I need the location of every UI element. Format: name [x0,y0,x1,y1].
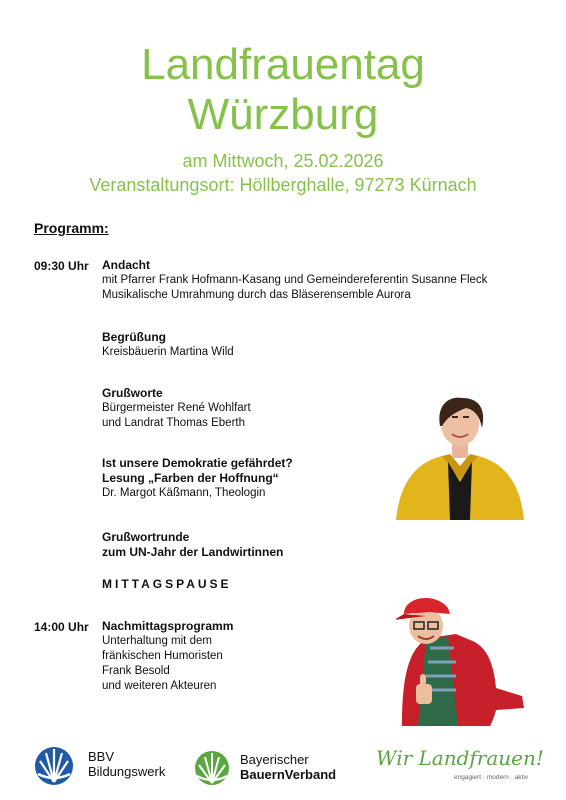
time-afternoon: 14:00 Uhr [34,620,89,634]
nachmittag-line-1: Unterhaltung mit dem [102,635,212,647]
begruessung-line-1: Kreisbäuerin Martina Wild [102,346,234,358]
begruessung-title: Begrüßung [102,330,166,344]
wir-landfrauen-logo [376,744,546,790]
program-item-grusswortrunde [102,530,542,560]
vortrag-line-1: Dr. Margot Käßmann, Theologin [102,487,266,499]
bbv-bildungswerk-logo [34,744,184,788]
bbv-line-1: BBV [88,749,115,764]
vortrag-title-2: Lesung „Farben der Hoffnung“ [102,471,279,485]
lunch-break: MITTAGSPAUSE [102,577,232,591]
grusswortrunde-title-2: zum UN-Jahr der Landwirtinnen [102,545,284,559]
bbv-line-2: Bildungswerk [88,764,166,779]
event-date: am Mittwoch, 25.02.2026 [182,151,384,171]
andacht-title: Andacht [102,258,150,272]
bauernverband-logo [194,748,364,792]
wir-landfrauen-tagline: engagiert · modern · aktiv [454,774,529,781]
bbv-emblem-icon [34,744,74,786]
nachmittag-line-3: Frank Besold [102,665,170,677]
program-item-begruessung [102,330,542,360]
event-venue: Veranstaltungsort: Höllberghalle, 97273 Kürnach [89,175,477,195]
program-item-andacht [102,258,542,303]
vortrag-title-1: Ist unsere Demokratie gefährdet? [102,456,293,470]
grussworte-title: Grußworte [102,386,163,400]
grussworte-line-1: Bürgermeister René Wohlfart [102,402,251,414]
nachmittag-title: Nachmittagsprogramm [102,619,234,633]
time-morning: 09:30 Uhr [34,259,89,273]
program-heading: Programm: [34,220,109,236]
bv-line-2: BauernVerband [240,767,337,782]
nachmittag-line-2: fränkischen Humoristen [102,650,223,662]
bauernverband-emblem-icon [194,750,230,786]
portrait-speaker-photo [396,396,524,520]
andacht-line-2: Musikalische Umrahmung durch das Bläserensemble Aurora [102,289,411,301]
title-line-2: Würzburg [187,90,379,139]
portrait-comedian-photo [396,592,526,726]
wir-landfrauen-wordmark: Wir Landfrauen! [376,746,544,770]
grussworte-line-2: und Landrat Thomas Eberth [102,417,245,429]
grusswortrunde-title-1: Grußwortrunde [102,530,190,544]
andacht-line-1: mit Pfarrer Frank Hofmann-Kasang und Gemeindereferentin Susanne Fleck [102,274,488,286]
nachmittag-line-4: und weiteren Akteuren [102,680,217,692]
title-line-1: Landfrauentag [141,40,425,89]
bv-line-1: Bayerischer [240,752,309,767]
